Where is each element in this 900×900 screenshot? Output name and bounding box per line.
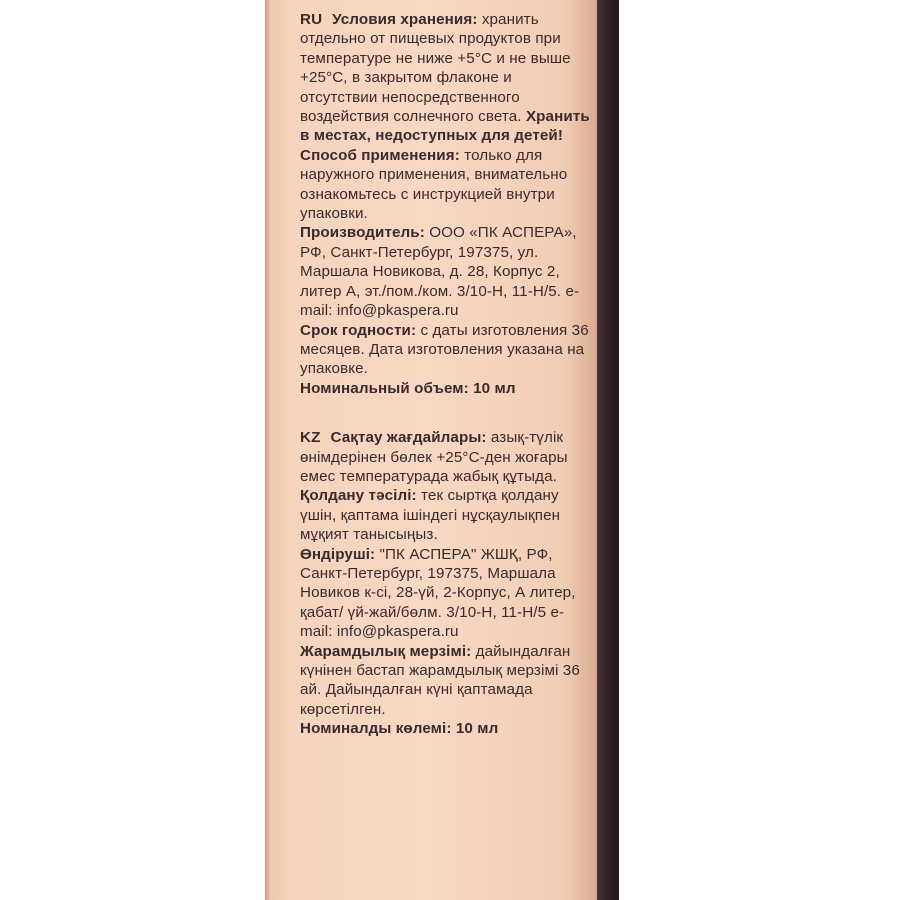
kz-maker-title: Өндіруші: <box>300 545 376 563</box>
box-side-panel <box>597 0 619 900</box>
kz-lang-code: KZ <box>300 429 321 447</box>
ru-volume: Номинальный объем: 10 мл <box>300 379 516 397</box>
ru-shelf-title: Срок годности: <box>300 321 417 339</box>
kz-usage-title: Қолдану тәсілі: <box>300 487 417 505</box>
ru-maker-title: Производитель: <box>300 224 425 242</box>
ru-storage-warning: Хранить в местах, недоступных для детей! <box>300 108 590 145</box>
ru-storage-title: Условия хранения: <box>332 11 478 28</box>
kz-maker <box>300 545 590 642</box>
kz-storage-text: азық-түлік өнімдерінен бөлек +25°С-ден жоғары емес температурада жабық құтыда. <box>300 429 568 485</box>
ru-storage <box>300 10 590 146</box>
kz-usage-text: тек сыртқа қолдану үшін, қаптама ішіндегі нұсқаулықпен мұқият танысыңыз. <box>300 487 561 544</box>
kz-maker-text: "ПК АСПЕРА" ЖШҚ, РФ, Санкт-Петербург, 197375, Маршала Новиков к-сі, 28-үй, 2-Корпус, А литер, қабат/ үй-жай/бөлм. 3/10-Н, 11-Н/5 e-mail: info@pkaspera.ru <box>300 545 576 641</box>
kz-shelf <box>300 642 590 720</box>
kz-shelf-text: дайындалған күнінен бастап жарамдылық мерзімі 36 ай. Дайындалған күні қаптамада көрсетілген. <box>300 642 580 718</box>
ru-usage <box>300 146 590 224</box>
kz-storage <box>300 428 590 486</box>
ru-maker-text: ООО «ПК АСПЕРА», РФ, Санкт-Петербург, 197375, ул. Маршала Новикова, д. 28, Корпус 2, литер А, эт./пом./ком. 3/10-Н, 11-Н/5. e-mail: info@pkaspera.ru <box>300 224 580 320</box>
kz-usage <box>300 486 590 544</box>
ru-lang-code: RU <box>300 11 323 28</box>
ru-shelf <box>300 321 590 379</box>
ru-shelf-text: с даты изготовления 36 месяцев. Дата изготовления указана на упаковке. <box>300 321 589 378</box>
kz-storage-title: Сақтау жағдайлары: <box>330 429 487 447</box>
section-gap <box>300 398 590 428</box>
label-text <box>300 10 590 739</box>
kz-volume: Номиналды көлемі: 10 мл <box>300 720 499 738</box>
box-left-edge <box>265 0 271 900</box>
ru-usage-title: Способ применения: <box>300 146 460 164</box>
kz-shelf-title: Жарамдылық мерзімі: <box>300 642 472 660</box>
ru-maker <box>300 223 590 320</box>
ru-storage-text: хранить отдельно от пищевых продуктов при температуре не ниже +5°С и не выше +25°С, в закрытом флаконе и отсутствии непосредственного воздействия солнечного света. <box>300 11 571 126</box>
ru-usage-text: только для наружного применения, внимательно ознакомьтесь с инструкцией внутри упаковки. <box>300 146 568 223</box>
